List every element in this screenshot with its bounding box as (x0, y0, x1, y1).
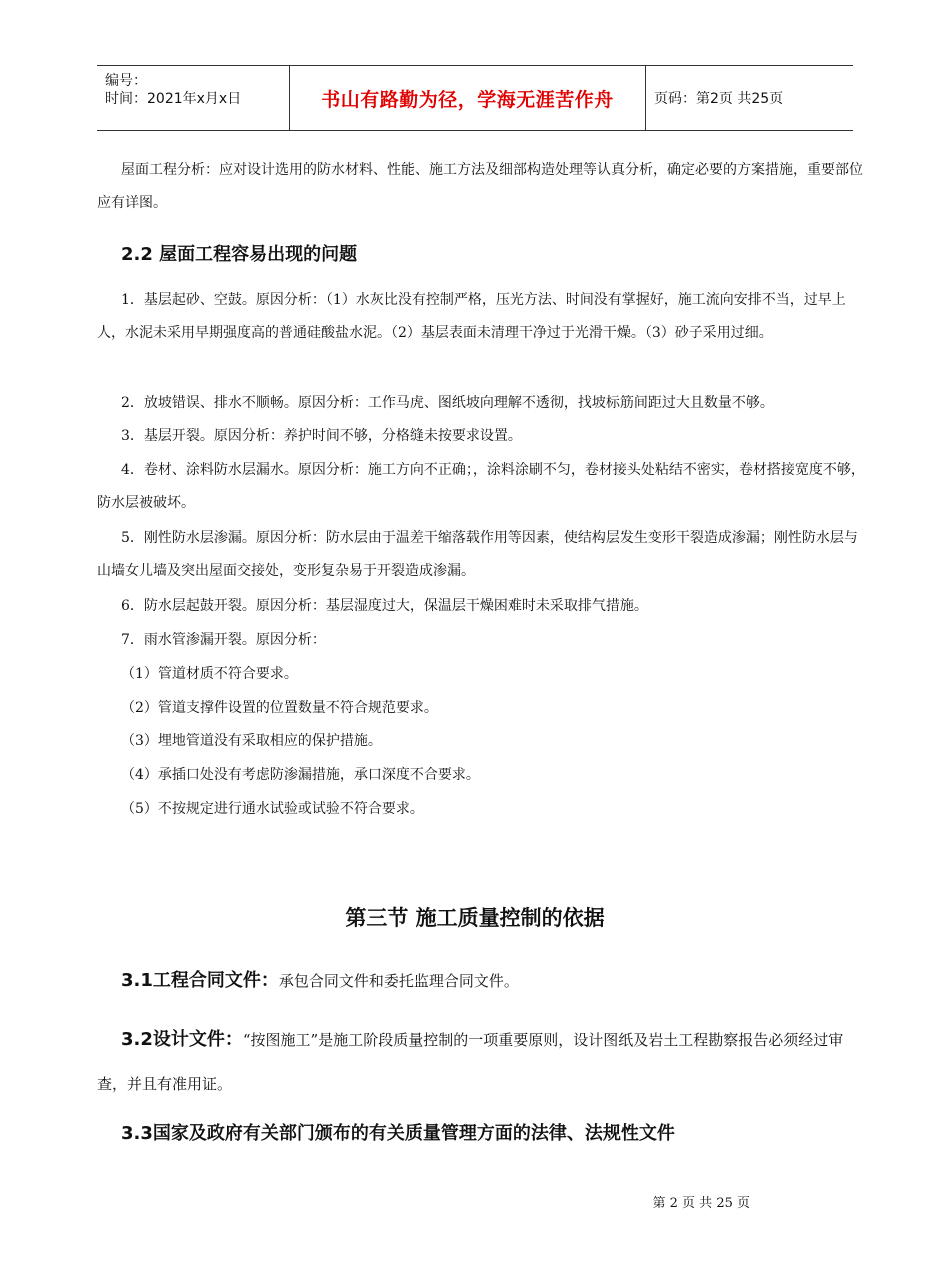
sub-list-item: （3）埋地管道没有采取相应的保护措施。 (121, 733, 382, 749)
header-motto: 书山有路勤为径，学海无涯苦作舟 (321, 88, 614, 111)
section-3-1-lead: 3.1工程合同文件： (121, 970, 279, 991)
document-time: 时间：2021年x月x日 (105, 91, 242, 107)
section-3-2-paragraph (97, 1018, 871, 1106)
section-3-3-heading: 3.3国家及政府有关部门颁布的有关质量管理方面的法律、法规性文件 (121, 1123, 675, 1144)
section-3-1-text: 承包合同文件和委托监理合同文件。 (278, 972, 519, 990)
header-page-info: 页码：第2页 共25页 (654, 91, 784, 107)
section-2-2-heading: 2.2 屋面工程容易出现的问题 (121, 244, 358, 265)
header-motto-cell (290, 66, 646, 130)
section-3-2-text: “按图施工”是施工阶段质量控制的一项重要原则，设计图纸及岩土工程勘察报告必须经过审查，并且有准用证。 (97, 1031, 844, 1093)
sub-list-item: （4）承插口处没有考虑防渗漏措施，承口深度不合要求。 (121, 767, 480, 783)
page-footer: 第 2 页 共 25 页 (652, 1196, 750, 1211)
section-3-3-paragraph (97, 1112, 871, 1156)
section-3-heading: 第三节 施工质量控制的依据 (345, 906, 605, 930)
page-header (97, 65, 853, 131)
list-item: 5．刚性防水层渗漏。原因分析：防水层由于温差干缩落载作用等因素，使结构层发生变形干裂造成渗漏；刚性防水层与山墙女儿墙及突出屋面交接处，变形复杂易于开裂造成渗漏。 (97, 530, 858, 579)
sub-list-item: （1）管道材质不符合要求。 (121, 666, 298, 682)
document-number: 编号： (105, 73, 147, 89)
list-item: 3．基层开裂。原因分析：养护时间不够，分格缝未按要求设置。 (121, 428, 522, 444)
sub-list-item: （5）不按规定进行通水试验或试验不符合要求。 (121, 801, 424, 817)
list-item: 6．防水层起鼓开裂。原因分析：基层湿度过大，保温层干燥困难时未采取排气措施。 (121, 598, 648, 614)
section-3-1-paragraph (97, 959, 871, 1003)
list-item: 2．放坡错误、排水不顺畅。原因分析：工作马虎、图纸坡向理解不透彻，找坡标筋间距过大且数量不够。 (121, 395, 774, 411)
list-item: 7．雨水管渗漏开裂。原因分析： (121, 632, 326, 648)
list-item: 1．基层起砂、空鼓。原因分析：（1）水灰比没有控制严格，压光方法、时间没有掌握好，施工流向安排不当，过早上人，水泥未采用早期强度高的普通硅酸盐水泥。（2）基层表面未清理干净过于光滑干燥。（3）砂子采用过细。 (97, 292, 846, 341)
section-3-2-lead: 3.2设计文件： (121, 1029, 243, 1050)
header-meta-cell (97, 66, 290, 130)
sub-list-item: （2）管道支撑件设置的位置数量不符合规范要求。 (121, 700, 438, 716)
list-item: 4．卷材、涂料防水层漏水。原因分析：施工方向不正确；，涂料涂刷不匀，卷材接头处粘结不密实，卷材搭接宽度不够，防水层被破坏。 (97, 462, 865, 511)
intro-paragraph: 屋面工程分析：应对设计选用的防水材料、性能、施工方法及细部构造处理等认真分析，确定必要的方案措施，重要部位应有详图。 (97, 162, 863, 211)
header-page-cell (646, 66, 853, 130)
